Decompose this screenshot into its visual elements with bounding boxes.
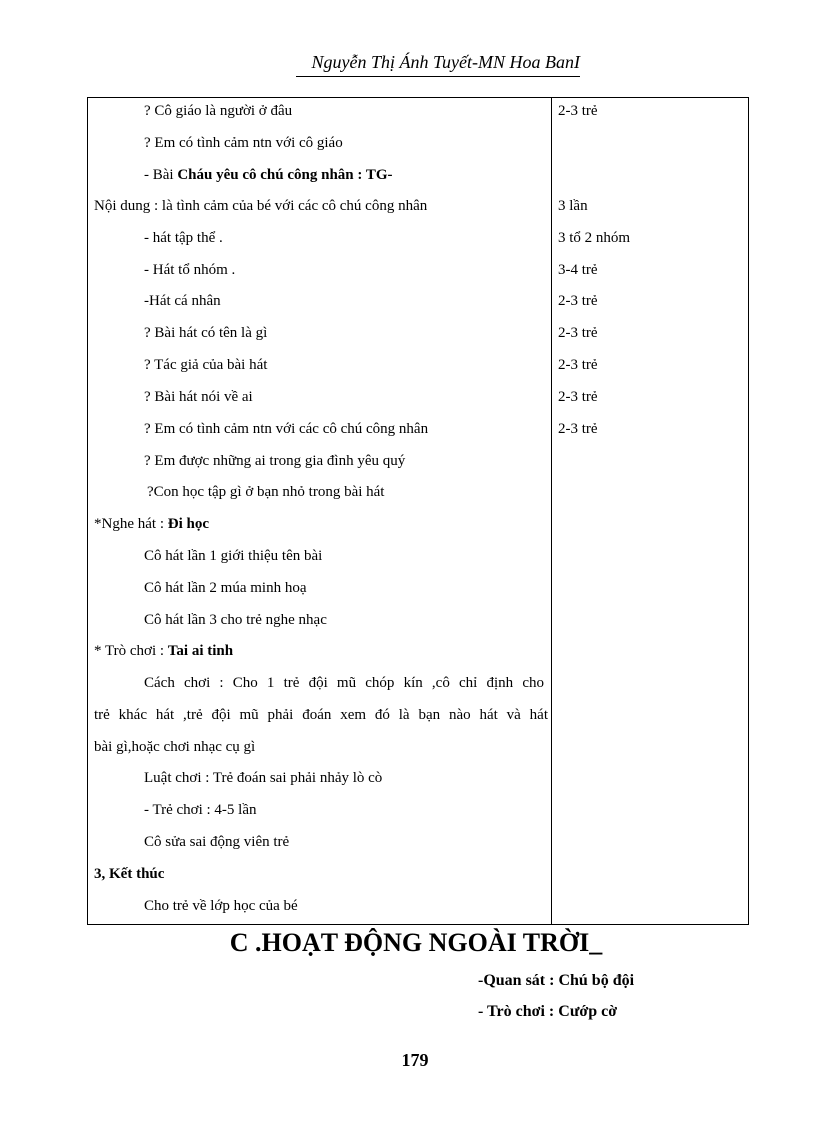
table-row-left xyxy=(94,641,233,661)
table-row-left: Cô hát lần 2 múa minh hoạ xyxy=(144,580,307,596)
table-row-left: Cho trẻ về lớp học của bé xyxy=(144,898,298,914)
table-row-left: - Trẻ chơi : 4-5 lần xyxy=(144,802,257,818)
activity-table xyxy=(87,97,749,925)
table-row-left: Luật chơi : Trẻ đoán sai phải nhảy lò cò xyxy=(144,770,383,786)
table-row-left: Nội dung : là tình cảm của bé với các cô chú công nhân xyxy=(94,198,428,214)
table-row-left: ? Bài hát nói về ai xyxy=(144,389,253,405)
song-title: Đi học xyxy=(167,516,209,532)
section-title: C .HOẠT ĐỘNG NGOÀI TRỜI_ xyxy=(229,928,603,957)
table-row-right: 2-3 trẻ xyxy=(558,103,598,119)
table-row-left: ? Em có tình cảm ntn với các cô chú công nhân xyxy=(144,421,429,437)
table-row-left: ? Bài hát có tên là gì xyxy=(144,325,268,341)
row-prefix: *Nghe hát : xyxy=(94,516,168,532)
table-row-left: Cách chơi : Cho 1 trẻ đội mũ chóp kín ,cô chỉ định cho xyxy=(144,675,544,691)
song-title: Cháu yêu cô chú công nhân : TG- xyxy=(177,167,393,183)
table-row-left: ?Con học tập gì ở bạn nhỏ trong bài hát xyxy=(147,484,385,500)
table-row-left: Cô hát lần 3 cho trẻ nghe nhạc xyxy=(144,612,327,628)
table-row-left: ? Tác giả của bài hát xyxy=(144,357,268,373)
row-prefix: * Trò chơi : xyxy=(94,643,168,659)
table-row-left xyxy=(94,514,209,534)
table-row-right: 2-3 trẻ xyxy=(558,293,598,309)
row-prefix: - Bài xyxy=(144,167,178,183)
column-divider xyxy=(551,98,552,924)
game-title: Tai ai tinh xyxy=(167,643,234,659)
table-row-left: Cô hát lần 1 giới thiệu tên bài xyxy=(144,548,323,564)
section-item: -Quan sát : Chú bộ đội xyxy=(478,972,635,989)
table-row-right: 2-3 trẻ xyxy=(558,421,598,437)
table-row-left: ? Cô giáo là người ở đâu xyxy=(144,103,293,119)
section-heading: 3, Kết thúc xyxy=(94,866,165,882)
table-row-left xyxy=(144,165,393,185)
table-row-left: bài gì,hoặc chơi nhạc cụ gì xyxy=(94,739,256,755)
table-row-right: 3 lần xyxy=(558,198,588,214)
table-row-left: ? Em có tình cảm ntn với cô giáo xyxy=(144,135,343,151)
page-header: Nguyễn Thị Ánh Tuyết-MN Hoa BanI xyxy=(311,52,580,72)
table-row-right: 3 tổ 2 nhóm xyxy=(558,230,631,246)
table-row-left: -Hát cá nhân xyxy=(144,293,221,309)
table-row-left: - Hát tổ nhóm . xyxy=(144,262,236,278)
table-row-right: 2-3 trẻ xyxy=(558,325,598,341)
table-row-left: trẻ khác hát ,trẻ đội mũ phải đoán xem đó là bạn nào hát và hát xyxy=(94,707,548,723)
table-row-left: ? Em được những ai trong gia đình yêu quý xyxy=(144,453,406,469)
table-row-right: 2-3 trẻ xyxy=(558,389,598,405)
table-row-left: Cô sửa sai động viên trẻ xyxy=(144,834,290,850)
page-number: 179 xyxy=(401,1050,429,1070)
header-underline xyxy=(296,76,580,77)
table-row-left: - hát tập thể . xyxy=(144,230,223,246)
table-row-right: 3-4 trẻ xyxy=(558,262,598,278)
section-item: - Trò chơi : Cướp cờ xyxy=(478,1003,618,1020)
table-row-right: 2-3 trẻ xyxy=(558,357,598,373)
